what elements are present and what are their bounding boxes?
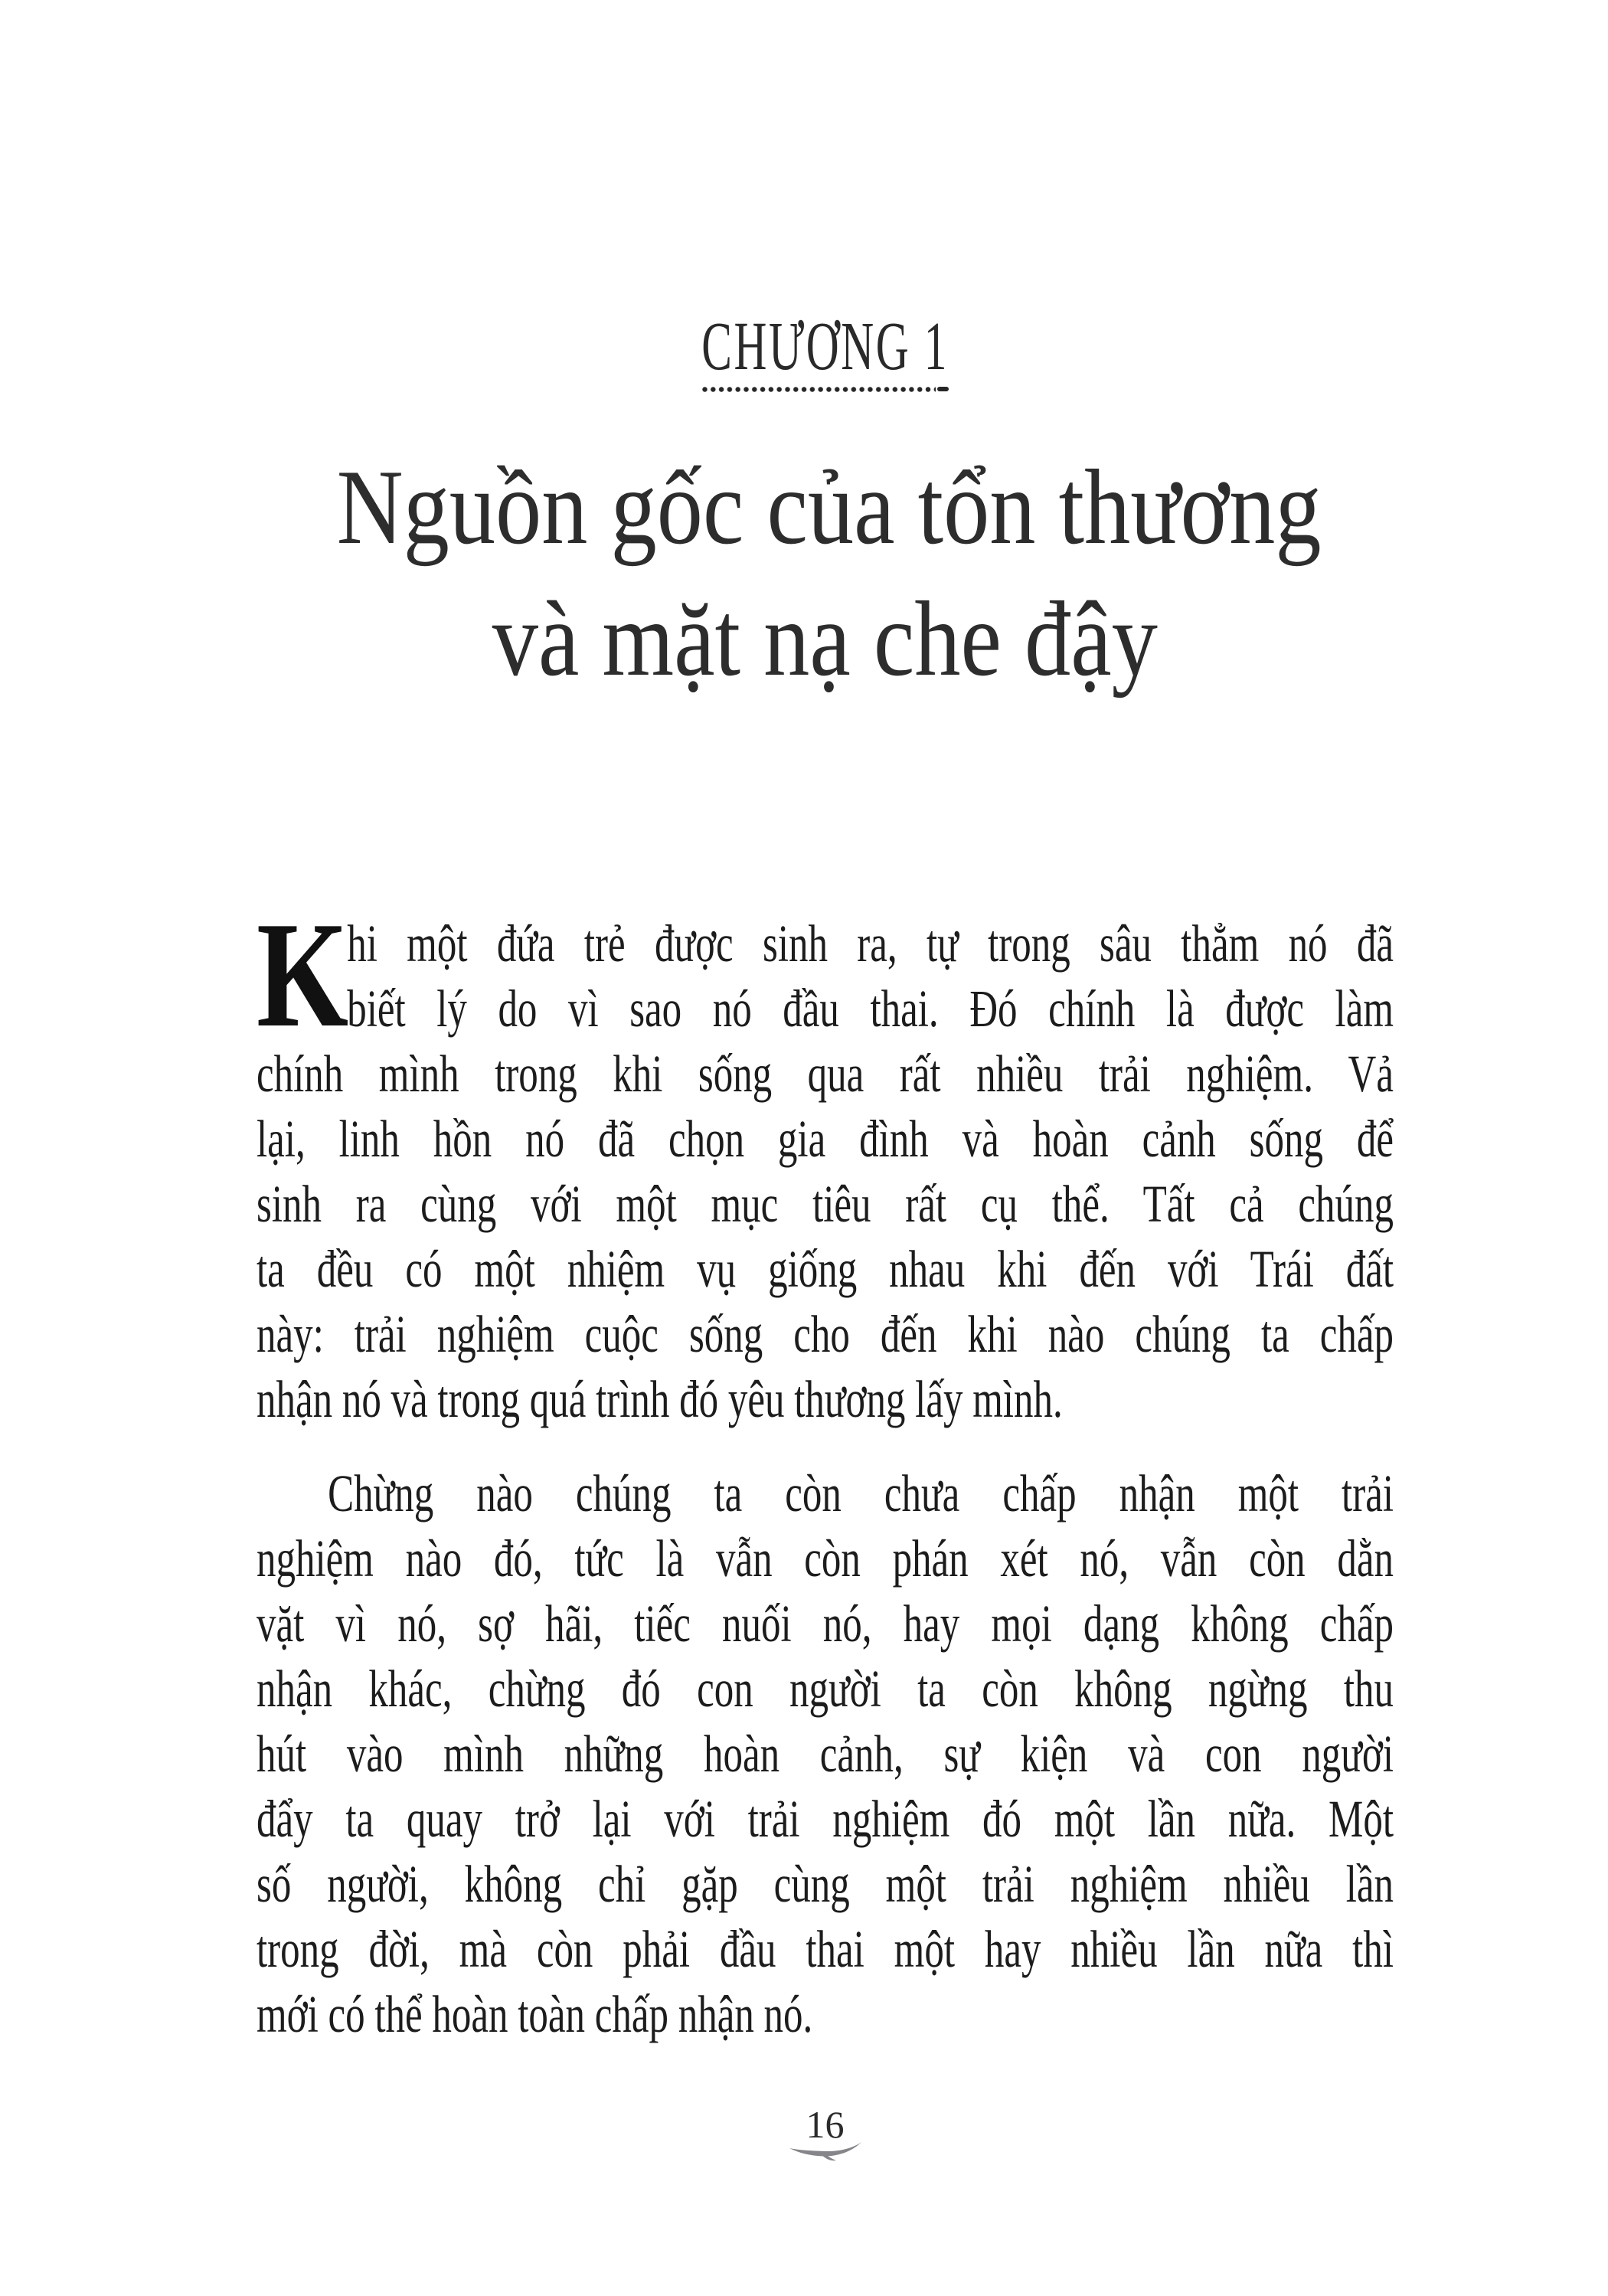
dotted-divider <box>257 386 1394 392</box>
text-line: chính mình trong khi sống qua rất nhiều trải nghiệm. Vả <box>257 1045 1394 1103</box>
paragraph-1 <box>257 911 1394 1432</box>
text-line: vặt vì nó, sợ hãi, tiếc nuối nó, hay mọi dạng không chấp <box>257 1594 1394 1653</box>
page-footer <box>257 2105 1394 2163</box>
chapter-label: CHƯƠNG 1 <box>701 309 949 384</box>
text-line: trong đời, mà còn phải đầu thai một hay nhiều lần nữa thì <box>257 1920 1394 1978</box>
divider-dash <box>937 387 949 392</box>
chapter-title <box>257 442 1394 705</box>
text-line: hi một đứa trẻ được sinh ra, tự trong sâu thẳm nó đã <box>347 914 1394 973</box>
chapter-title-line-1: Nguồn gốc của tổn thương <box>336 448 1322 567</box>
text-line: lại, linh hồn nó đã chọn gia đình và hoàn cảnh sống để <box>257 1110 1394 1168</box>
text-line: nhận khác, chừng đó con người ta còn không ngừng thu <box>257 1660 1394 1718</box>
chapter-head <box>257 309 1394 705</box>
page-number: 16 <box>806 2103 845 2146</box>
text-line: số người, không chỉ gặp cùng một trải nghiệm nhiều lần <box>257 1855 1394 1913</box>
body-text <box>257 891 1394 2047</box>
text-line: ta đều có một nhiệm vụ giống nhau khi đến với Trái đất <box>257 1240 1394 1298</box>
text-line: đẩy ta quay trở lại với trải nghiệm đó một lần nữa. Một <box>257 1790 1394 1848</box>
divider-dots <box>702 387 936 392</box>
paragraph-2 <box>257 1461 1394 2047</box>
text-line: sinh ra cùng với một mục tiêu rất cụ thể. Tất cả chúng <box>257 1175 1394 1233</box>
text-line: biết lý do vì sao nó đầu thai. Đó chính là được làm <box>347 980 1394 1038</box>
text-line: hút vào mình những hoàn cảnh, sự kiện và con người <box>257 1725 1394 1783</box>
text-line: nhận nó và trong quá trình đó yêu thương lấy mình. <box>257 1370 1063 1428</box>
text-line: nghiệm nào đó, tức là vẫn còn phán xét nó, vẫn còn dằn <box>257 1529 1394 1588</box>
text-line: mới có thể hoàn toàn chấp nhận nó. <box>257 1985 813 2043</box>
chapter-title-line-2: và mặt nạ che đậy <box>492 580 1159 698</box>
text-line: Chừng nào chúng ta còn chưa chấp nhận một trải <box>328 1464 1394 1522</box>
drop-cap: K <box>257 891 349 1058</box>
text-line: này: trải nghiệm cuộc sống cho đến khi nào chúng ta chấp <box>257 1305 1394 1363</box>
